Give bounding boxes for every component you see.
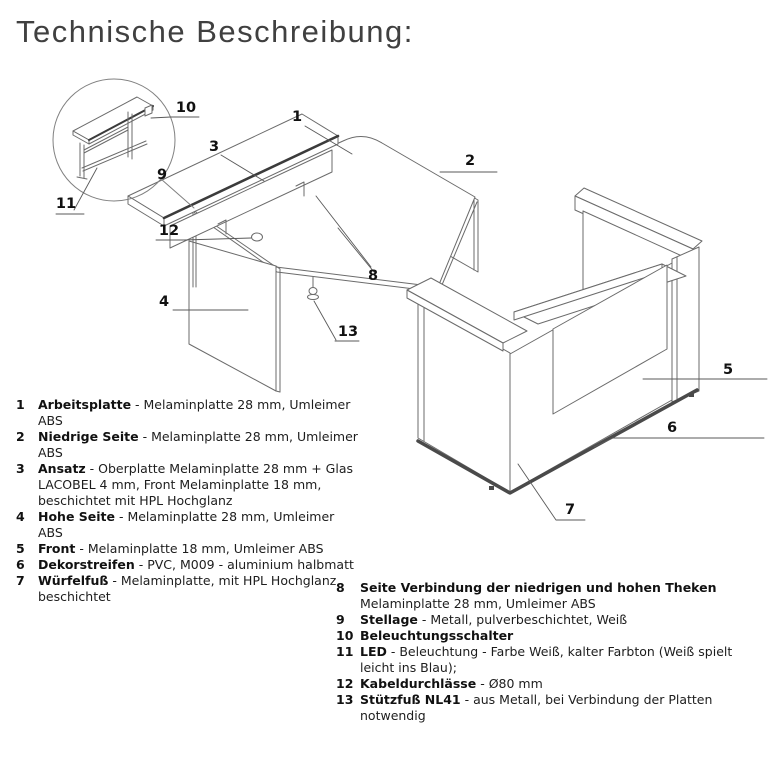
callout-11: 11: [55, 196, 77, 212]
callout-12: 12: [158, 223, 180, 239]
page-title: Technische Beschreibung:: [16, 14, 414, 49]
callout-2: 2: [464, 153, 476, 169]
legend-item-7: 7 Würfelfuß - Melaminplatte, mit HPL Hochglanz beschichtet: [16, 573, 337, 604]
callout-5: 5: [722, 362, 734, 378]
legend-item-12: 12 Kabeldurchlässe - Ø80 mm: [336, 676, 543, 691]
legend-item-2: 2 Niedrige Seite - Melaminplatte 28 mm, Umleimer ABS: [16, 429, 358, 460]
legend-item-5: 5 Front - Melaminplatte 18 mm, Umleimer ABS: [16, 541, 324, 556]
legend-item-1: 1 Arbeitsplatte - Melaminplatte 28 mm, Umleimer ABS: [16, 397, 351, 428]
legend-item-13: 13 Stützfuß NL41 - aus Metall, bei Verbindung der Platten notwendig: [336, 692, 713, 723]
legend-item-9: 9 Stellage - Metall, pulverbeschichtet, Weiß: [336, 612, 628, 627]
legend-items-8-13: [336, 580, 760, 724]
legend-item-8: 8 Seite Verbindung der niedrigen und hohen Theken Melaminplatte 28 mm, Umleimer ABS: [336, 580, 717, 611]
callout-1: 1: [291, 109, 303, 125]
legend-items-1-7: [16, 397, 361, 605]
callout-6: 6: [666, 420, 678, 436]
callout-9: 9: [156, 167, 168, 183]
callout-10: 10: [175, 100, 197, 116]
callout-8: 8: [367, 268, 379, 284]
callout-4: 4: [158, 294, 170, 310]
callout-3: 3: [208, 139, 220, 155]
legend-item-6: 6 Dekorstreifen - PVC, M009 - aluminium halbmatt: [16, 557, 354, 572]
callout-13: 13: [337, 324, 359, 340]
legend-item-10: 10 Beleuchtungsschalter: [336, 628, 514, 643]
callout-7: 7: [564, 502, 576, 518]
legend-item-11: 11 LED - Beleuchtung - Farbe Weiß, kalter Farbton (Weiß spielt leicht ins Blau);: [336, 644, 733, 675]
legend-item-3: 3 Ansatz - Oberplatte Melaminplatte 28 mm + Glas LACOBEL 4 mm, Front Melaminplatte 18 mm, beschichtet mit HPL Hochglanz: [16, 461, 353, 508]
legend-item-4: 4 Hohe Seite - Melaminplatte 28 mm, Umleimer ABS: [16, 509, 335, 540]
